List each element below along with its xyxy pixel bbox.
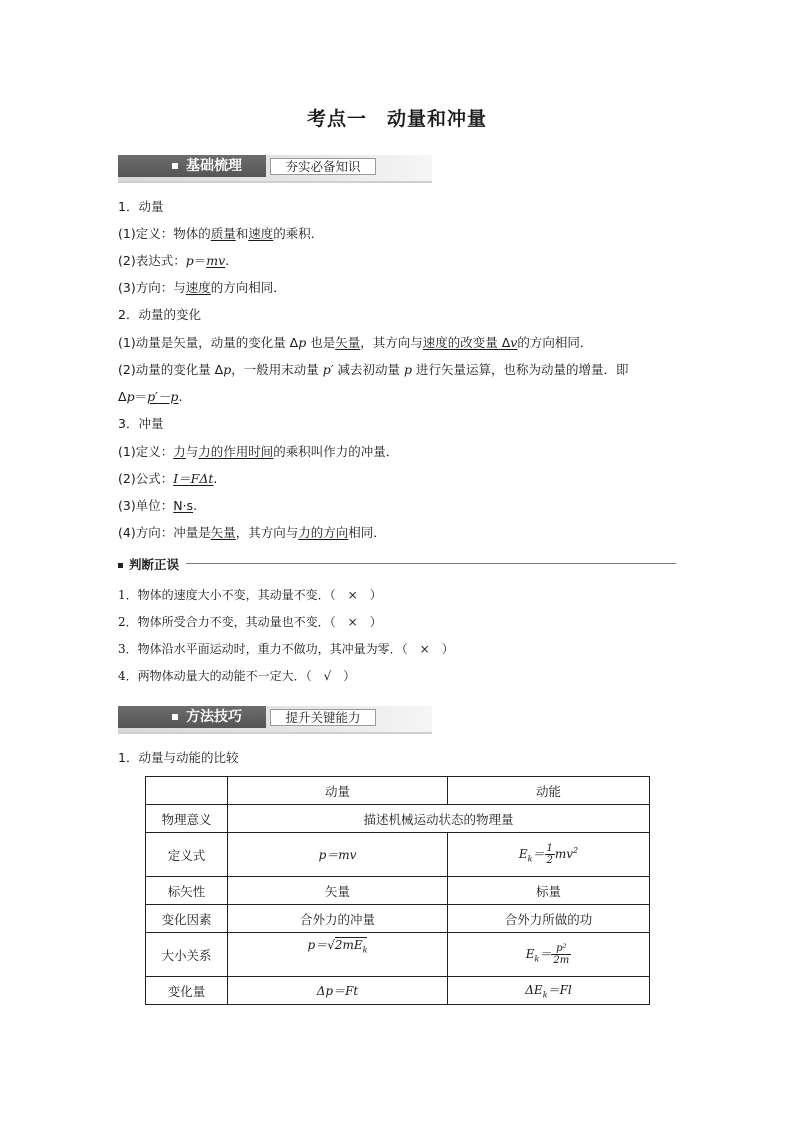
judge-item: 4．两物体动量大的动能不一定大．（ √ ）	[118, 669, 356, 683]
comparison-table	[145, 776, 650, 1005]
table-cell: p＝mv	[228, 833, 448, 877]
judge-divider	[186, 563, 676, 564]
table-cell: 合外力所做的功	[448, 905, 650, 933]
square-bullet-icon	[172, 714, 178, 720]
table-cell: 合外力的冲量	[228, 905, 448, 933]
square-bullet-icon	[118, 563, 123, 568]
s2-heading: 2．动量的变化	[118, 307, 201, 322]
page-title: 考点一 动量和冲量	[306, 108, 487, 130]
s2-line3: Δp＝p′－p.	[118, 389, 183, 404]
s1-heading: 1．动量	[118, 199, 164, 214]
judge-item: 3．物体沿水平面运动时，重力不做功，其冲量为零．（ × ）	[118, 642, 454, 656]
table-cell	[146, 777, 228, 805]
table-cell: 描述机械运动状态的物理量	[228, 805, 650, 833]
table-cell: $E_k=$ $\frac{1}{2}$ $mv^2$	[448, 833, 650, 877]
table-cell: $p=√2mE_k$	[228, 933, 448, 977]
table-cell: 标矢性	[146, 877, 228, 905]
s3-heading: 3．冲量	[118, 416, 164, 431]
s2-line1: (1)动量是矢量，动量的变化量 Δp 也是矢量，其方向与速度的改变量 Δv的方向相同．	[118, 335, 593, 350]
banner-dark-label	[118, 706, 266, 728]
s1-definition: (1)定义：物体的质量和速度的乘积．	[118, 226, 324, 241]
table-cell: Δp＝Ft	[228, 977, 448, 1005]
square-bullet-icon	[172, 163, 178, 169]
table-cell: 大小关系	[146, 933, 228, 977]
table-cell: 动量	[228, 777, 448, 805]
banner-light-label: 夯实必备知识	[270, 158, 376, 175]
s2-line2: (2)动量的变化量 Δp，一般用末动量 p′ 减去初动量 p 进行矢量运算，也称为动量的增量．即	[118, 362, 629, 377]
banner-dark-text: 方法技巧	[186, 709, 242, 725]
s3-formula: (2)公式：I＝FΔt.	[118, 471, 218, 486]
section-banner-basics	[118, 155, 432, 183]
table-cell: 物理意义	[146, 805, 228, 833]
table-cell: 变化量	[146, 977, 228, 1005]
s1-expression: (2)表达式：p＝mv.	[118, 253, 230, 268]
table-row	[146, 933, 650, 977]
table-row	[146, 805, 650, 833]
table-cell: 动能	[448, 777, 650, 805]
table-row	[146, 833, 650, 877]
judge-item: 2．物体所受合力不变，其动量也不变．（ × ）	[118, 615, 382, 629]
s1-direction: (3)方向：与速度的方向相同．	[118, 280, 286, 295]
table-cell: 标量	[448, 877, 650, 905]
banner-dark-text: 基础梳理	[186, 158, 242, 174]
banner-light-label: 提升关键能力	[270, 709, 376, 726]
m1-heading: 1．动量与动能的比较	[118, 750, 239, 765]
banner-dark-label	[118, 155, 266, 177]
table-row	[146, 905, 650, 933]
section-banner-methods	[118, 706, 432, 734]
judge-item: 1．物体的速度大小不变，其动量不变．（ × ）	[118, 588, 382, 602]
table-cell: 变化因素	[146, 905, 228, 933]
table-cell: $E_k=$ $\frac{\text{p²}}{2m}$	[448, 933, 650, 977]
table-cell: 矢量	[228, 877, 448, 905]
s3-unit: (3)单位：N·s.	[118, 498, 198, 513]
table-cell: 定义式	[146, 833, 228, 877]
table-row	[146, 877, 650, 905]
s3-definition: (1)定义：力与力的作用时间的乘积叫作力的冲量．	[118, 444, 399, 459]
judge-heading: 判断正误	[118, 555, 179, 573]
table-cell: $\Delta E_k=Fl$	[448, 977, 650, 1005]
table-row	[146, 777, 650, 805]
s3-direction: (4)方向：冲量是矢量，其方向与力的方向相同．	[118, 525, 386, 540]
table-row	[146, 977, 650, 1005]
